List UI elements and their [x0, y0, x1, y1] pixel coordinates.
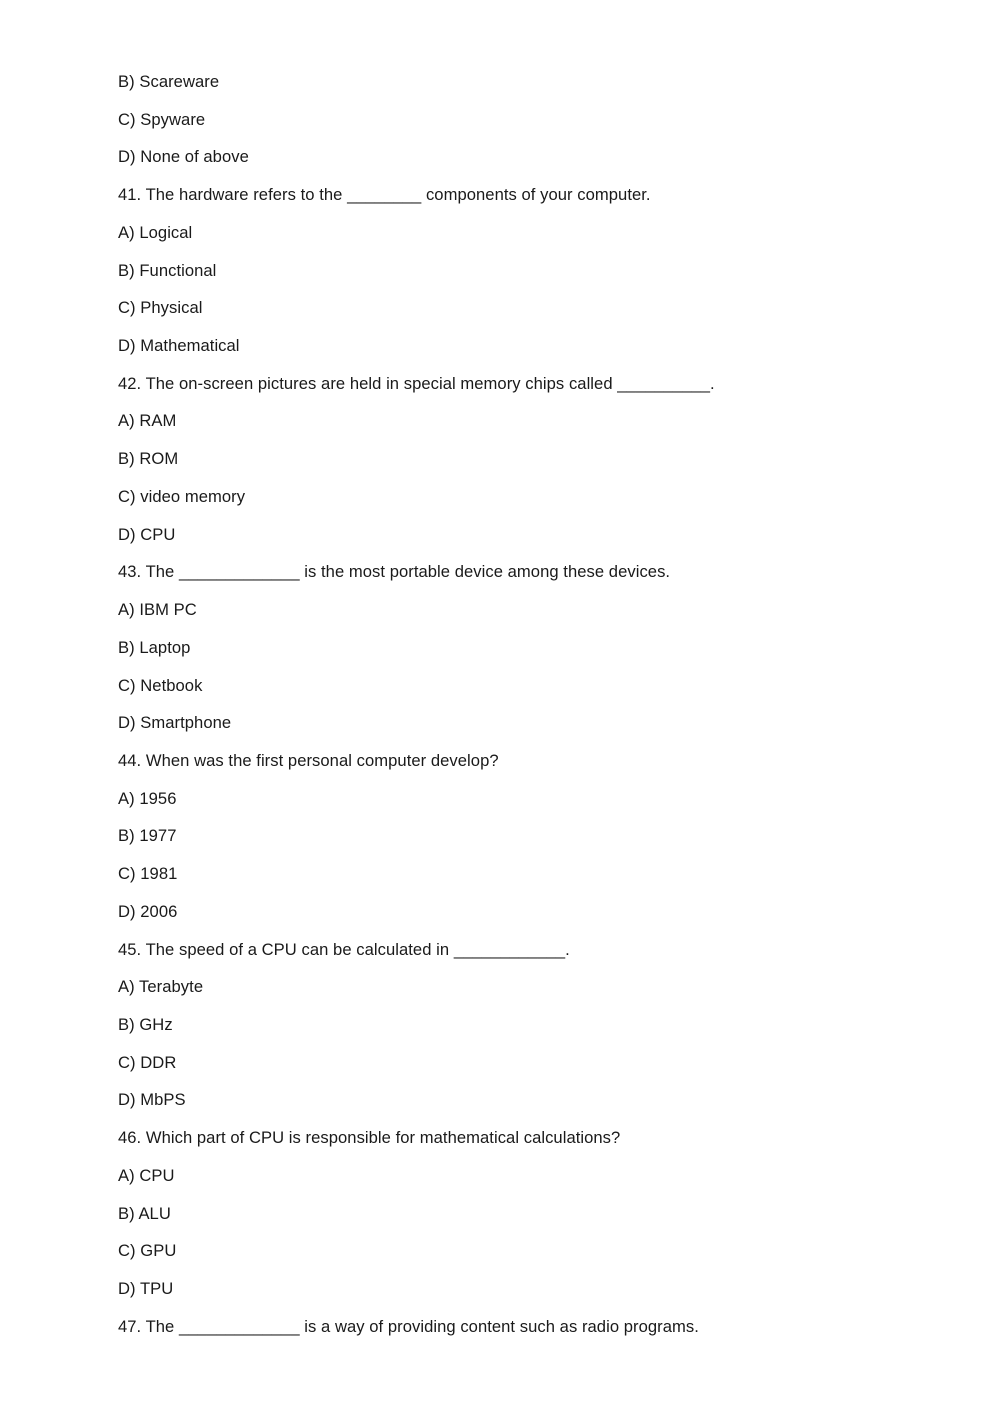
question-46-option-c: C) GPU: [118, 1241, 177, 1261]
question-42: 42. The on-screen pictures are held in special memory chips called __________.: [118, 373, 715, 393]
question-46-option-b: B) ALU: [118, 1203, 171, 1223]
question-41-option-d: D) Mathematical: [118, 336, 240, 356]
question-42-option-d: D) CPU: [118, 524, 176, 544]
question-41-option-b: B) Functional: [118, 260, 217, 280]
option-d-none-of-above: D) None of above: [118, 147, 249, 167]
question-46: 46. Which part of CPU is responsible for mathematical calculations?: [118, 1128, 621, 1148]
quiz-text: [118, 71, 958, 1353]
question-43-option-c: C) Netbook: [118, 675, 203, 695]
question-44-option-a: A) 1956: [118, 788, 177, 808]
question-41-option-a: A) Logical: [118, 222, 193, 242]
question-43-option-b: B) Laptop: [118, 637, 191, 657]
question-45-option-c: C) DDR: [118, 1052, 177, 1072]
question-42-option-a: A) RAM: [118, 411, 177, 431]
question-45-option-d: D) MbPS: [118, 1090, 186, 1110]
question-42-option-b: B) ROM: [118, 449, 179, 469]
question-44-option-b: B) 1977: [118, 826, 177, 846]
question-45: 45. The speed of a CPU can be calculated in ____________.: [118, 939, 570, 959]
question-47: 47. The _____________ is a way of providing content such as radio programs.: [118, 1316, 699, 1336]
question-41-option-c: C) Physical: [118, 298, 203, 318]
question-41: 41. The hardware refers to the ________ components of your computer.: [118, 185, 651, 205]
option-b-scareware: B) Scareware: [118, 72, 220, 91]
question-44-option-d: D) 2006: [118, 901, 178, 921]
option-c-spyware: C) Spyware: [118, 109, 206, 129]
question-44-option-c: C) 1981: [118, 864, 178, 884]
question-46-option-a: A) CPU: [118, 1165, 175, 1185]
question-43-option-a: A) IBM PC: [118, 600, 197, 620]
question-45-option-b: B) GHz: [118, 1014, 173, 1034]
question-42-option-c: C) video memory: [118, 486, 246, 506]
question-43: 43. The _____________ is the most portable device among these devices.: [118, 562, 671, 582]
question-45-option-a: A) Terabyte: [118, 977, 204, 997]
question-46-option-d: D) TPU: [118, 1279, 174, 1298]
question-43-option-d: D) Smartphone: [118, 713, 232, 733]
question-44: 44. When was the first personal computer develop?: [118, 750, 499, 770]
